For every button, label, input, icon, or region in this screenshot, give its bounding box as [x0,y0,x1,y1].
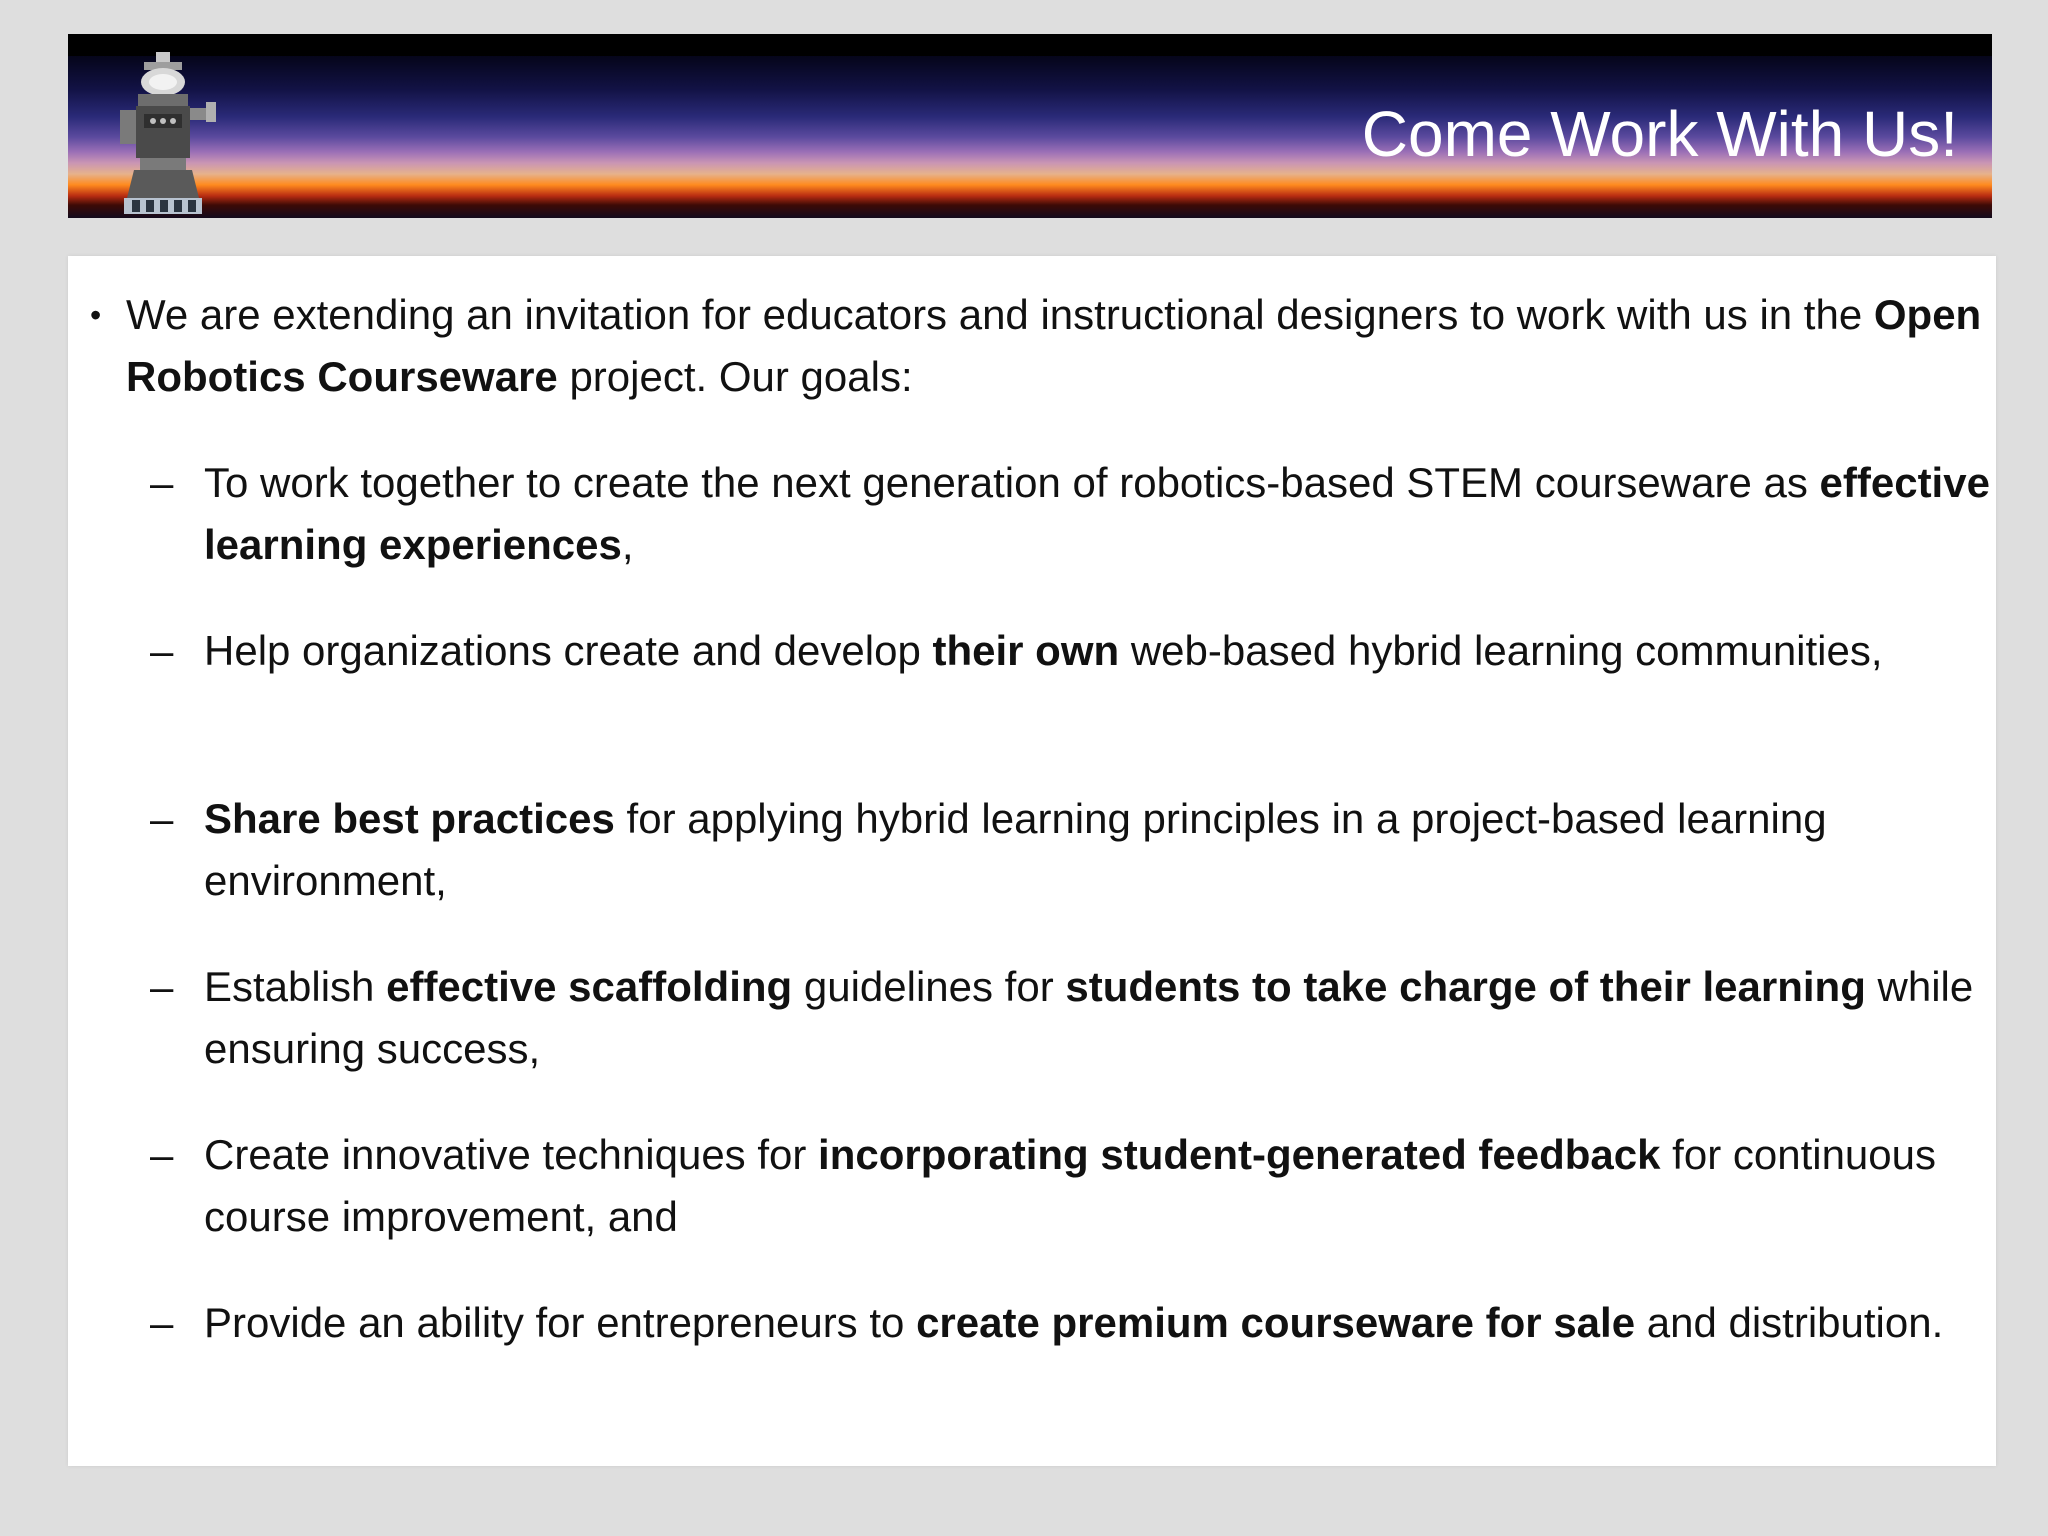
goal-text [204,620,1990,682]
dash-icon: – [150,1299,174,1346]
slide-title: Come Work With Us! [1361,98,1958,170]
goal-text [204,1292,1990,1354]
intro-bullet [126,284,1986,408]
goal-text-part: for applying hybrid learning principles in a project-based learning environment, [204,795,1827,904]
goal-text-part: for continuous course improvement, and [204,1131,1937,1240]
goal-text-part: Create innovative techniques for [204,1131,819,1178]
goal-text [204,452,1990,576]
goal-bold-part: students to take charge of their learning [1065,963,1866,1010]
bullet-icon: • [90,297,102,333]
goal-text-part: and distribution. [1635,1299,1944,1346]
goal-bold-part: incorporating student-generated feedback [818,1131,1661,1178]
goal-text-part: while ensuring success, [204,963,1974,1072]
dash-icon: – [150,963,174,1010]
dash-icon: – [150,1131,174,1178]
intro-text: We are extending an invitation for educators and instructional designers to work with us in the [126,291,1874,338]
dash-icon: – [150,627,174,674]
slide-banner [68,34,1992,218]
goal-bold-part: effective learning experiences [204,459,1990,568]
goal-text-part: Establish [204,963,387,1010]
goal-text-part: To work together to create the next generation of robotics-based STEM courseware as [204,459,1820,506]
goal-bold-part: their own [932,627,1120,674]
goal-text-part: web-based hybrid learning communities, [1119,627,1883,674]
goal-bold-part: Share best practices [204,795,615,842]
intro-bold: Open Robotics Courseware [126,291,1982,400]
dash-icon: – [150,795,174,842]
dash-icon: – [150,459,174,506]
goal-text [204,1124,1990,1248]
goal-text [204,956,1990,1080]
goal-text-part: , [621,521,634,568]
goal-text-part: Provide an ability for entrepreneurs to [204,1299,917,1346]
slide-content [68,256,1996,1466]
robot-icon [108,52,218,218]
goal-text [204,788,1990,912]
goal-text-part: guidelines for [792,963,1066,1010]
intro-text-end: project. Our goals: [557,353,913,400]
goal-bold-part: effective scaffolding [386,963,793,1010]
goal-bold-part: create premium courseware for sale [916,1299,1636,1346]
goal-text-part: Help organizations create and develop [204,627,933,674]
